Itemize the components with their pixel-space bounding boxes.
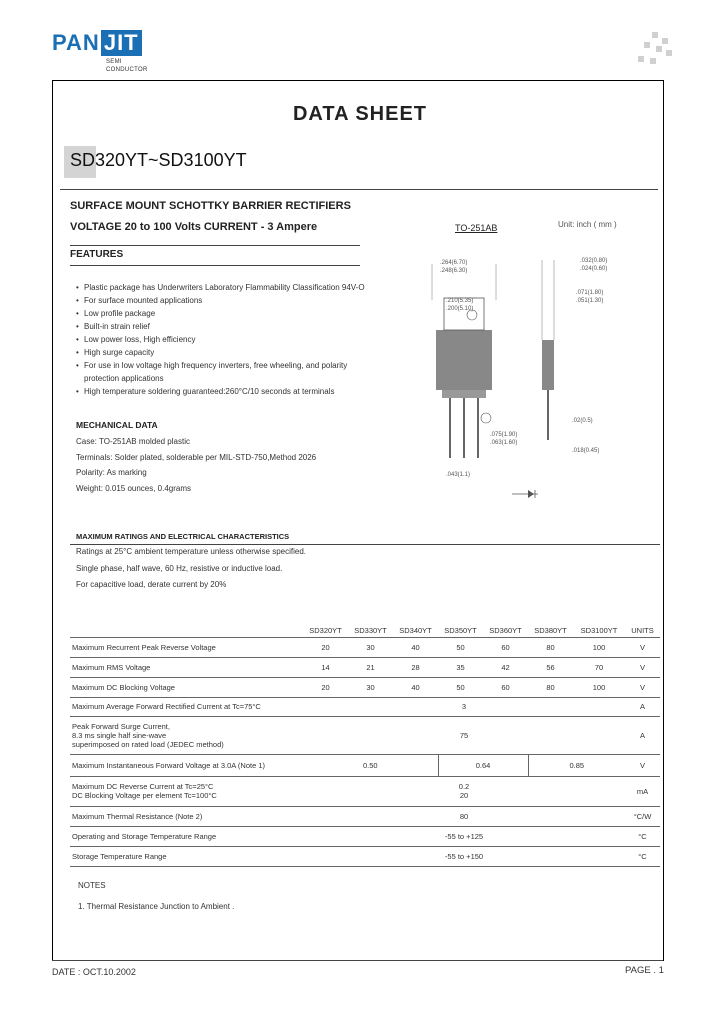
column-header: UNITS bbox=[625, 625, 660, 637]
footer-divider bbox=[52, 960, 663, 961]
list-item: • High surge capacity bbox=[76, 346, 366, 359]
dim-label: .248(6.30) bbox=[440, 268, 468, 274]
diode-icon bbox=[528, 490, 534, 498]
dim-label: .051(1.30) bbox=[576, 298, 604, 304]
table-row: Operating and Storage Temperature Range -55 to +125 °C bbox=[70, 826, 660, 846]
divider bbox=[70, 544, 660, 545]
condition-text: Ratings at 25°C ambient temperature unless otherwise specified. bbox=[76, 547, 306, 556]
ratings-summary: VOLTAGE 20 to 100 Volts CURRENT - 3 Ampere bbox=[70, 221, 318, 233]
divider bbox=[60, 189, 658, 190]
table-row: Maximum RMS Voltage 14 21 28 35 42 56 70 V bbox=[70, 657, 660, 677]
company-logo bbox=[52, 30, 142, 56]
column-header: SD320YT bbox=[303, 625, 348, 637]
table-row: Peak Forward Surge Current, 8.3 ms single half sine-wave superimposed on rated load (JEDEC method) 75 A bbox=[70, 716, 660, 754]
corner-decoration bbox=[638, 32, 672, 66]
dim-label: .210(5.35) bbox=[446, 298, 474, 304]
notes-heading: NOTES bbox=[78, 881, 106, 890]
mechanical-heading: MECHANICAL DATA bbox=[76, 420, 158, 430]
product-description: SURFACE MOUNT SCHOTTKY BARRIER RECTIFIERS bbox=[70, 200, 351, 212]
column-header: SD330YT bbox=[348, 625, 393, 637]
table-row: Maximum Average Forward Rectified Current at Tc=75°C 3 A bbox=[70, 697, 660, 716]
dim-label: .200(5.10) bbox=[446, 306, 474, 312]
list-item: • Low power loss, High efficiency bbox=[76, 333, 366, 346]
features-heading: FEATURES bbox=[70, 249, 124, 260]
ratings-table bbox=[70, 625, 660, 867]
dim-label: .024(0.60) bbox=[580, 266, 608, 272]
table-row: Maximum DC Blocking Voltage 20 30 40 50 60 80 100 V bbox=[70, 677, 660, 697]
dim-label: .02(0.5) bbox=[572, 418, 593, 424]
package-name: TO-251AB bbox=[455, 223, 498, 233]
list-item: • Built-in strain relief bbox=[76, 320, 366, 333]
list-item: • Low profile package bbox=[76, 307, 366, 320]
dim-label: .063(1.60) bbox=[490, 440, 518, 446]
list-item: • For surface mounted applications bbox=[76, 294, 366, 307]
divider bbox=[70, 245, 360, 246]
features-list bbox=[76, 281, 366, 398]
mechanical-weight: Weight: 0.015 ounces, 0.4grams bbox=[76, 484, 192, 493]
list-item: • For use in low voltage high frequency inverters, free wheeling, and polarity protection applications bbox=[76, 359, 366, 385]
part-number: SD320YT~SD3100YT bbox=[70, 150, 247, 170]
dim-label: .043(1.1) bbox=[446, 472, 471, 478]
mechanical-terminals: Terminals: Solder plated, solderable per MIL-STD-750,Method 2026 bbox=[76, 453, 317, 462]
footer-date: DATE : OCT.10.2002 bbox=[52, 967, 136, 977]
dim-label: .075(1.90) bbox=[490, 432, 518, 438]
dim-label: .264(6.70) bbox=[440, 260, 468, 266]
dim-label: .032(0.80) bbox=[580, 258, 608, 264]
condition-text: For capacitive load, derate current by 20% bbox=[76, 580, 227, 589]
column-header: SD380YT bbox=[528, 625, 573, 637]
table-row: Maximum Recurrent Peak Reverse Voltage 20 30 40 50 60 80 100 V bbox=[70, 637, 660, 657]
list-item: • Plastic package has Underwriters Laboratory Flammability Classification 94V-O bbox=[76, 281, 366, 294]
table-header-row bbox=[70, 625, 660, 637]
dim-label: .071(1.80) bbox=[576, 290, 604, 296]
column-header: SD3100YT bbox=[573, 625, 625, 637]
divider bbox=[70, 265, 360, 266]
unit-label: Unit: inch ( mm ) bbox=[558, 220, 617, 229]
footer-page: PAGE . 1 bbox=[625, 965, 664, 976]
package-base bbox=[442, 390, 486, 398]
table-row: Storage Temperature Range -55 to +150 °C bbox=[70, 846, 660, 866]
table-row: Maximum Thermal Resistance (Note 2) 80 °C/W bbox=[70, 806, 660, 826]
column-header: SD340YT bbox=[393, 625, 438, 637]
package-body bbox=[436, 330, 492, 390]
max-ratings-heading: MAXIMUM RATINGS AND ELECTRICAL CHARACTERISTICS bbox=[76, 532, 290, 541]
logo-subtitle: SEMI CONDUCTOR bbox=[106, 59, 148, 73]
note-item: 1. Thermal Resistance Junction to Ambient . bbox=[78, 902, 235, 911]
table-row: Maximum Instantaneous Forward Voltage at 3.0A (Note 1) 0.50 0.64 0.85 V bbox=[70, 754, 660, 776]
side-view-body bbox=[542, 340, 554, 390]
logo-box-text: JIT bbox=[101, 30, 142, 56]
condition-text: Single phase, half wave, 60 Hz, resistive or inductive load. bbox=[76, 564, 283, 573]
mechanical-polarity: Polarity: As marking bbox=[76, 468, 147, 477]
column-header: SD360YT bbox=[483, 625, 528, 637]
list-item: • High temperature soldering guaranteed:260°C/10 seconds at terminals bbox=[76, 385, 366, 398]
package-drawing bbox=[400, 240, 620, 510]
dim-label: .018(0.45) bbox=[572, 448, 600, 454]
page-title: DATA SHEET bbox=[292, 103, 428, 125]
logo-text: PAN bbox=[52, 30, 100, 55]
table-row: Maximum DC Reverse Current at Tc=25°C DC Blocking Voltage per element Tc=100°C 0.2 20 mA bbox=[70, 776, 660, 806]
column-header: SD350YT bbox=[438, 625, 483, 637]
mechanical-case: Case: TO-251AB molded plastic bbox=[76, 437, 190, 446]
